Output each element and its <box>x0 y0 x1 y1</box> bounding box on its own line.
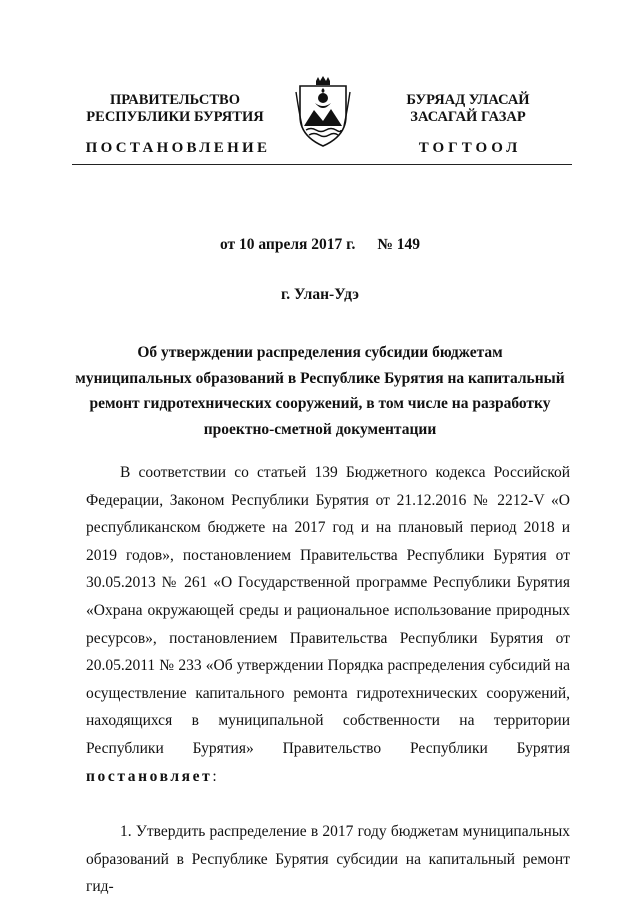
document-number: № 149 <box>377 236 421 253</box>
clause-1-paragraph: 1. Утвердить распределение в 2017 году бюджетам муниципальных образований в Республике Бурятия субсидии на капитальный ремонт гид- <box>86 823 570 896</box>
title-line: проектно-сметной документации <box>203 420 437 438</box>
org-line: БУРЯАД УЛАСАЙ <box>406 92 530 108</box>
org-line: ЗАСАГАЙ ГАЗАР <box>410 109 526 125</box>
preamble-end: : <box>212 767 217 785</box>
title-line: ремонт гидротехнических сооружений, в том числе на разработку <box>89 395 551 413</box>
date-and-number <box>0 236 640 254</box>
title-line: Об утверждении распределения субсидии бюджетам <box>137 344 503 361</box>
header-divider <box>72 164 572 165</box>
resolves-word: постановляет <box>86 767 213 785</box>
document-body <box>86 459 570 901</box>
document-date: от 10 апреля 2017 г. <box>219 236 356 253</box>
document-type-buryat: ТОГТООЛ <box>418 140 522 156</box>
document-title <box>70 340 570 442</box>
government-name-buryat <box>368 92 568 126</box>
preamble-text: В соответствии со статьей 139 Бюджетного кодекса Российской Федерации, Законом Республики Бурятия от 21.12.2016 № 2212-V «О республиканском бюджете на 2017 год и на плановый период 2018 и 2019 годов», постановлением Правительства Республики Бурятия от 30.05.2013 № 261 «О Государственной программе Республики Бурятия «Охрана окружающей среды и рациональное использование природных ресурсов», постановлением Правительства Республики Бурятия от 20.05.2011 № 233 «Об утверждении Порядка распределения субсидий на осуществление капитального ремонта гидротехнических сооружений, находящихся в муниципальной собственности на территории Республики Бурятия» Правительство Республики Бурятия <box>86 464 570 757</box>
org-line: РЕСПУБЛИКИ БУРЯТИЯ <box>86 109 264 125</box>
government-name-russian <box>70 92 280 126</box>
preamble-paragraph <box>86 459 570 790</box>
city-name: г. Улан-Удэ <box>280 286 359 303</box>
org-line: ПРАВИТЕЛЬСТВО <box>110 92 240 108</box>
title-line: муниципальных образований в Республике Бурятия на капитальный <box>75 369 565 387</box>
document-header <box>0 0 640 170</box>
document-type-russian: ПОСТАНОВЛЕНИЕ <box>85 140 271 156</box>
coat-of-arms-icon <box>294 76 352 148</box>
